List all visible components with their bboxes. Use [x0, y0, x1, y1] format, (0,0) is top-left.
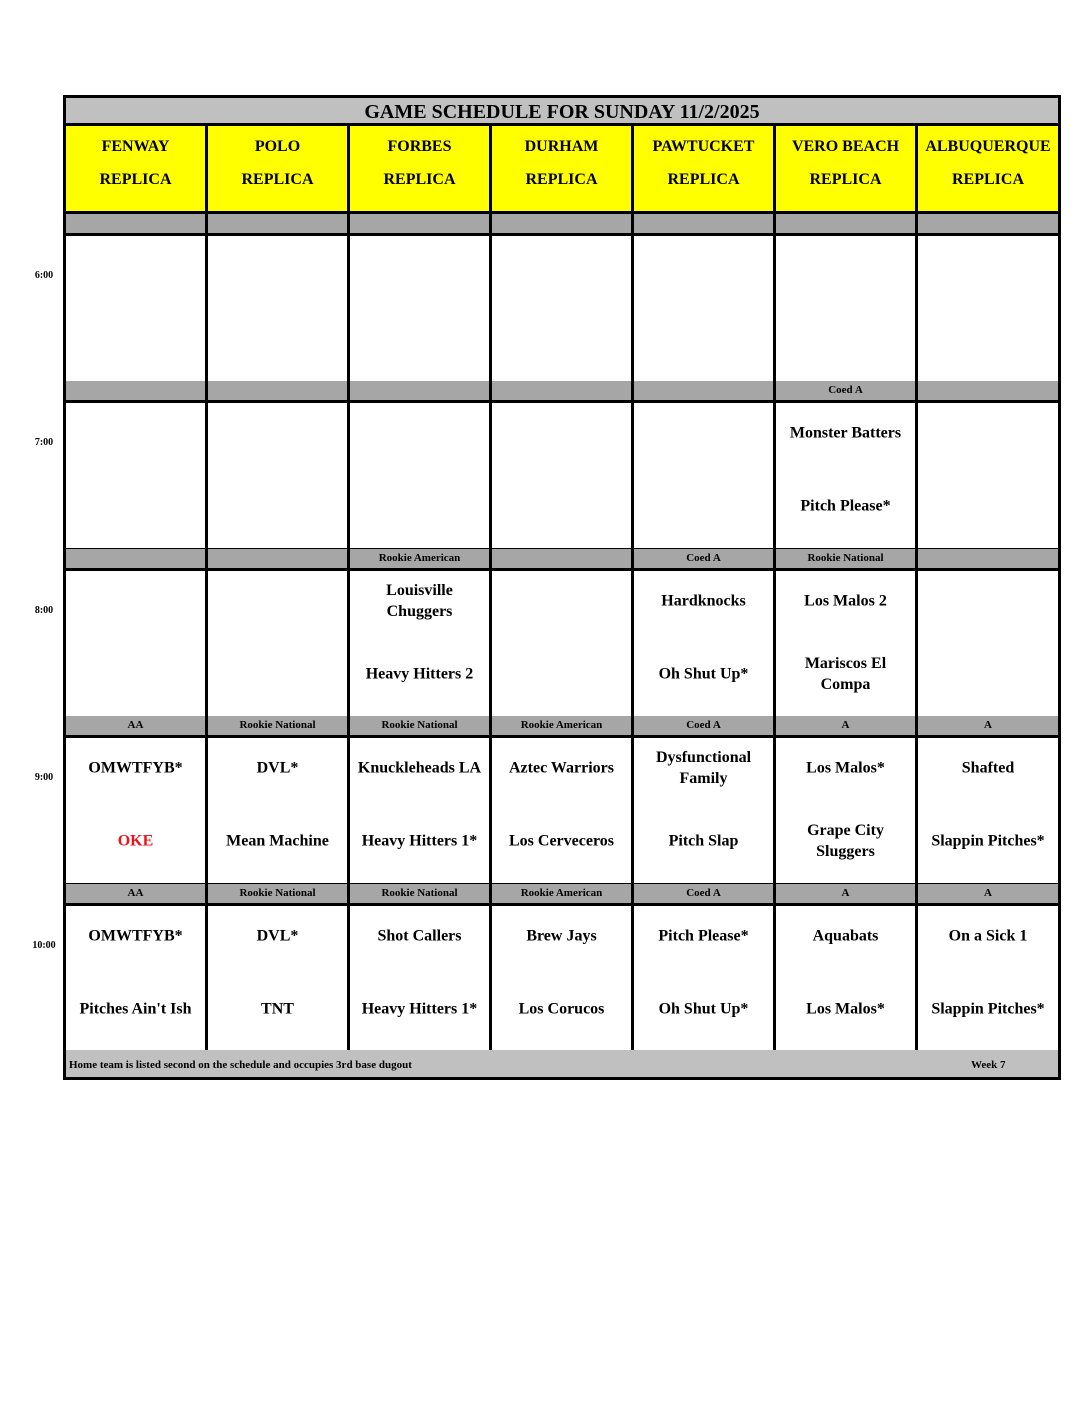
game-cell: [634, 403, 776, 551]
field-name: FENWAY: [101, 138, 170, 155]
visiting-team: Aztec Warriors: [509, 759, 614, 777]
home-team: Grape City Sluggers: [807, 822, 884, 860]
game-cell: [918, 906, 1058, 1054]
division-band: Rookie National: [208, 716, 350, 738]
home-team: Los Malos*: [806, 1000, 885, 1018]
game-cell: [492, 738, 634, 886]
home-team: Slappin Pitches*: [931, 832, 1045, 850]
game-cell: [350, 236, 492, 384]
visiting-team: DVL*: [256, 927, 299, 945]
division-band: [634, 214, 776, 236]
home-team: Slappin Pitches*: [931, 1000, 1045, 1018]
division-band: Coed A: [634, 884, 776, 906]
game-cell: [776, 571, 918, 719]
division-band: [918, 549, 1058, 571]
division-band: [350, 381, 492, 403]
division-band: [634, 381, 776, 403]
home-team: Oh Shut Up*: [658, 665, 749, 683]
visiting-team: OMWTFYB*: [88, 759, 183, 777]
division-band: [918, 214, 1058, 236]
game-cell: [350, 403, 492, 551]
division-band: [492, 381, 634, 403]
field-name: PAWTUCKET: [652, 138, 755, 155]
game-cell: [918, 571, 1058, 719]
division-band: [492, 214, 634, 236]
field-subtitle: REPLICA: [241, 171, 314, 188]
home-team: OKE: [117, 832, 154, 850]
division-band: [776, 214, 918, 236]
home-team: Pitch Please*: [800, 497, 891, 515]
field-header: [634, 126, 776, 214]
game-cell: [776, 906, 918, 1054]
home-team: Los Corucos: [518, 1000, 605, 1018]
visiting-team: OMWTFYB*: [88, 927, 183, 945]
visiting-team: Los Malos 2: [804, 592, 887, 610]
game-cell: [66, 571, 208, 719]
field-name: POLO: [254, 138, 301, 155]
field-name: FORBES: [387, 138, 452, 155]
visiting-team: Pitch Please*: [658, 927, 749, 945]
division-band: [66, 214, 208, 236]
time-label: 8:00: [34, 605, 54, 616]
visiting-team: On a Sick 1: [948, 927, 1028, 945]
home-team: TNT: [261, 1000, 294, 1018]
week-label: Week 7: [971, 1059, 1006, 1071]
home-team: Heavy Hitters 1*: [361, 1000, 478, 1018]
division-band: [208, 549, 350, 571]
division-band: [350, 214, 492, 236]
field-subtitle: REPLICA: [383, 171, 456, 188]
home-team: Pitch Slap: [668, 832, 739, 850]
division-band: AA: [66, 884, 208, 906]
field-name: ALBUQUERQUE: [925, 138, 1051, 155]
game-cell: [66, 738, 208, 886]
field-header: [66, 126, 208, 214]
game-cell: [66, 906, 208, 1054]
visiting-team: Shot Callers: [377, 927, 462, 945]
schedule-table: [63, 95, 1061, 1080]
division-band: Rookie National: [350, 884, 492, 906]
schedule-footer: [66, 1050, 1058, 1077]
field-header: [350, 126, 492, 214]
home-team: Heavy Hitters 2: [365, 665, 474, 683]
field-subtitle: REPLICA: [951, 171, 1024, 188]
division-band: [208, 214, 350, 236]
home-team: Mariscos El Compa: [804, 655, 887, 693]
home-team: Oh Shut Up*: [658, 1000, 749, 1018]
division-band: Rookie American: [350, 549, 492, 571]
field-subtitle: REPLICA: [525, 171, 598, 188]
game-cell: [492, 236, 634, 384]
field-name: DURHAM: [524, 138, 599, 155]
time-label: 9:00: [34, 772, 54, 783]
division-band: A: [918, 716, 1058, 738]
division-band: Coed A: [634, 549, 776, 571]
game-cell: [918, 236, 1058, 384]
game-cell: [492, 403, 634, 551]
field-header: [492, 126, 634, 214]
field-subtitle: REPLICA: [809, 171, 882, 188]
time-label: 10:00: [32, 940, 56, 951]
game-cell: [208, 738, 350, 886]
division-band: Coed A: [776, 381, 918, 403]
field-name: VERO BEACH: [791, 138, 900, 155]
home-team: Pitches Ain't Ish: [79, 1000, 192, 1018]
game-cell: [492, 906, 634, 1054]
visiting-team: Aquabats: [812, 927, 879, 945]
visiting-team: Monster Batters: [789, 424, 902, 442]
home-team: Mean Machine: [226, 832, 329, 850]
home-team: Los Cerveceros: [509, 832, 614, 850]
visiting-team: Brew Jays: [526, 927, 597, 945]
game-cell: [776, 738, 918, 886]
division-band: Rookie National: [208, 884, 350, 906]
game-cell: [634, 571, 776, 719]
game-cell: [918, 738, 1058, 886]
game-cell: [634, 236, 776, 384]
game-cell: [776, 403, 918, 551]
game-cell: [66, 236, 208, 384]
visiting-team: Hardknocks: [661, 592, 746, 610]
time-label: 7:00: [34, 437, 54, 448]
division-band: A: [776, 884, 918, 906]
game-cell: [208, 906, 350, 1054]
home-team: Heavy Hitters 1*: [361, 832, 478, 850]
visiting-team: DVL*: [256, 759, 299, 777]
schedule-title: GAME SCHEDULE FOR SUNDAY 11/2/2025: [66, 98, 1058, 126]
division-band: Rookie National: [776, 549, 918, 571]
game-cell: [208, 571, 350, 719]
field-subtitle: REPLICA: [667, 171, 740, 188]
game-cell: [208, 236, 350, 384]
visiting-team: Louisville Chuggers: [386, 582, 453, 620]
footer-note: Home team is listed second on the schedule and occupies 3rd base dugout: [69, 1059, 412, 1071]
division-band: [492, 549, 634, 571]
game-cell: [776, 236, 918, 384]
visiting-team: Shafted: [961, 759, 1015, 777]
division-band: Rookie American: [492, 884, 634, 906]
division-band: [208, 381, 350, 403]
field-subtitle: REPLICA: [99, 171, 172, 188]
game-cell: [66, 403, 208, 551]
game-cell: [350, 738, 492, 886]
field-header: [776, 126, 918, 214]
division-band: Rookie National: [350, 716, 492, 738]
division-band: AA: [66, 716, 208, 738]
field-header: [208, 126, 350, 214]
game-cell: [634, 906, 776, 1054]
division-band: [66, 381, 208, 403]
division-band: [918, 381, 1058, 403]
game-cell: [350, 571, 492, 719]
game-cell: [492, 571, 634, 719]
division-band: Coed A: [634, 716, 776, 738]
visiting-team: Los Malos*: [806, 759, 885, 777]
time-label: 6:00: [34, 270, 54, 281]
division-band: A: [776, 716, 918, 738]
game-cell: [350, 906, 492, 1054]
visiting-team: Dysfunctional Family: [655, 749, 752, 787]
game-cell: [208, 403, 350, 551]
division-band: [66, 549, 208, 571]
division-band: A: [918, 884, 1058, 906]
game-cell: [918, 403, 1058, 551]
game-cell: [634, 738, 776, 886]
division-band: Rookie American: [492, 716, 634, 738]
visiting-team: Knuckleheads LA: [357, 759, 482, 777]
field-header: [918, 126, 1058, 214]
